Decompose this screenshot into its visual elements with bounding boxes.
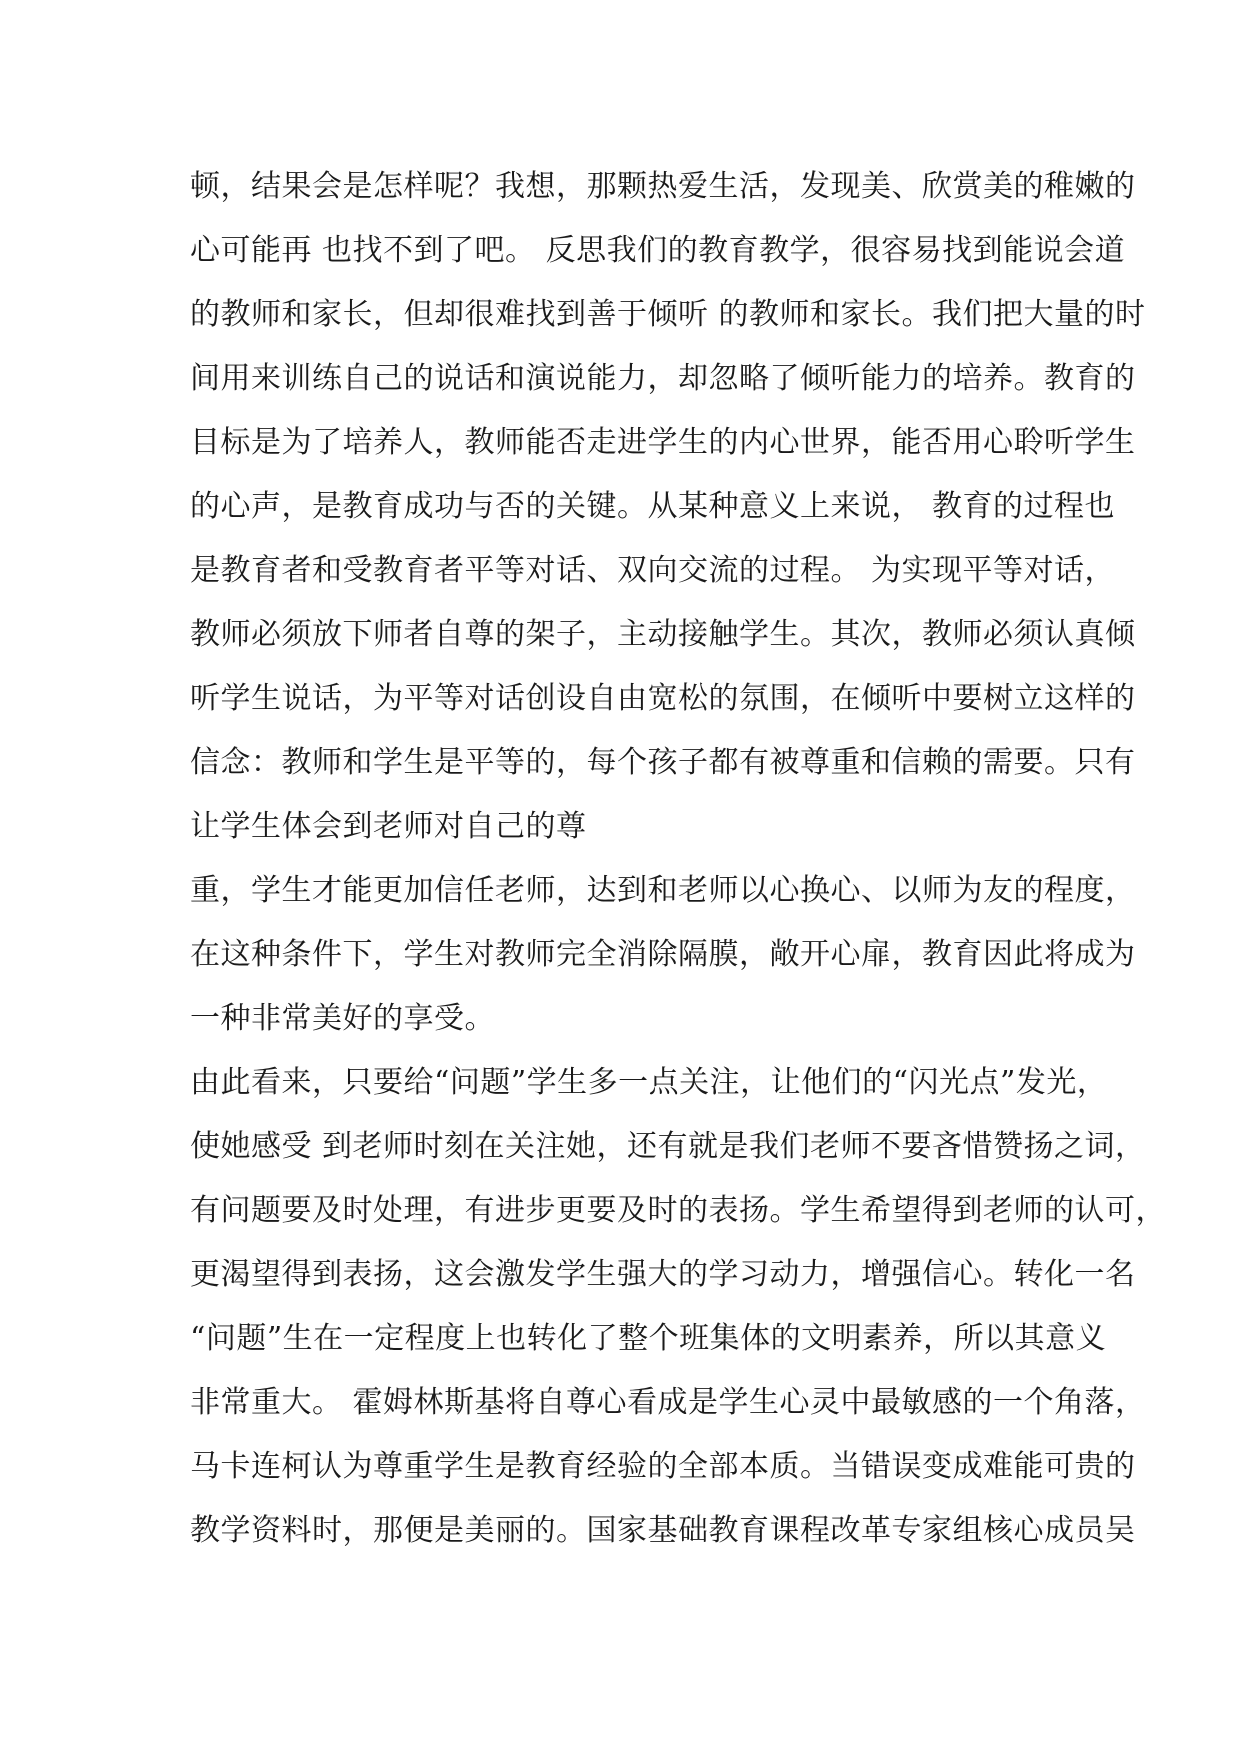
text-line: 更渴望得到表扬，这会激发学生强大的学习动力，增强信心。转化一名 [190, 1257, 1136, 1292]
text-line: 一种非常美好的享受。 [190, 1001, 495, 1036]
text-line: 顿，结果会是怎样呢？我想，那颗热爱生活，发现美、欣赏美的稚嫩的 [190, 169, 1136, 204]
text-line: 有问题要及时处理，有进步更要及时的表扬。学生希望得到老师的认可， [190, 1193, 1166, 1228]
text-line: 马卡连柯认为尊重学生是教育经验的全部本质。当错误变成难能可贵的 [190, 1449, 1136, 1484]
text-line: 非常重大。 霍姆林斯基将自尊心看成是学生心灵中最敏感的一个角落， [190, 1385, 1146, 1420]
text-line: 教学资料时，那便是美丽的。国家基础教育课程改革专家组核心成员吴 [190, 1513, 1136, 1548]
text-line: 让学生体会到老师对自己的尊 [190, 809, 587, 844]
text-line: 在这种条件下，学生对教师完全消除隔膜，敞开心扉，教育因此将成为 [190, 937, 1136, 972]
text-line: “问题”生在一定程度上也转化了整个班集体的文明素养，所以其意义 [190, 1321, 1107, 1356]
text-line: 的教师和家长，但却很难找到善于倾听 的教师和家长。我们把大量的时 [190, 297, 1146, 332]
text-line: 是教育者和受教育者平等对话、双向交流的过程。 为实现平等对话， [190, 553, 1116, 588]
text-line: 听学生说话，为平等对话创设自由宽松的氛围，在倾听中要树立这样的 [190, 681, 1136, 716]
body-text [190, 155, 1166, 1563]
text-line: 使她感受 到老师时刻在关注她，还有就是我们老师不要吝惜赞扬之词， [190, 1129, 1146, 1164]
text-line: 心可能再 也找不到了吧。 反思我们的教育教学，很容易找到能说会道 [190, 233, 1126, 268]
text-line: 重，学生才能更加信任老师，达到和老师以心换心、以师为友的程度， [190, 873, 1136, 908]
text-line: 目标是为了培养人，教师能否走进学生的内心世界，能否用心聆听学生 [190, 425, 1136, 460]
text-line: 间用来训练自己的说话和演说能力，却忽略了倾听能力的培养。教育的 [190, 361, 1136, 396]
text-line: 信念：教师和学生是平等的，每个孩子都有被尊重和信赖的需要。只有 [190, 745, 1136, 780]
text-line: 由此看来，只要给“问题”学生多一点关注，让他们的“闪光点”发光， [190, 1065, 1108, 1100]
text-line: 教师必须放下师者自尊的架子，主动接触学生。其次，教师必须认真倾 [190, 617, 1136, 652]
text-line: 的心声，是教育成功与否的关键。从某种意义上来说， 教育的过程也 [190, 489, 1116, 524]
